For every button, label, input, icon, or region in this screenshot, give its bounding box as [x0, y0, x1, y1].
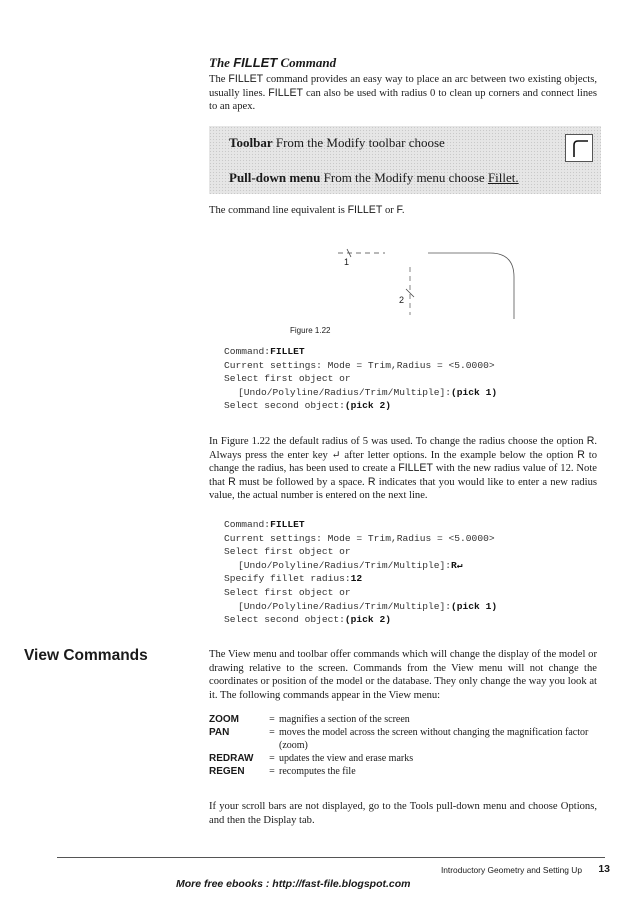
option-r: R — [577, 448, 585, 461]
middle-text: In Figure 1.22 the default radius of 5 was used. To change the radius choose the option — [209, 436, 587, 447]
definition-equals: = — [269, 727, 275, 738]
code-line: Current settings: Mode = Trim,Radius = <5.0000> — [224, 359, 495, 371]
intro-paragraph — [209, 73, 597, 114]
fillet-figure — [330, 247, 520, 319]
code-line — [224, 559, 497, 573]
title-prefix: The — [209, 55, 234, 70]
option-r: R — [228, 475, 236, 488]
view-paragraph: The View menu and toolbar offer commands which will change the display of the model or drawing relative to the screen. Commands from the View menu will not change the coordinates or position of the model or the database. They only change the way you look at it. The following commands appear in the View menu: — [209, 649, 597, 701]
code-line — [224, 399, 497, 413]
option-r: R — [367, 475, 376, 488]
menu-callout-box — [209, 126, 601, 194]
equiv-text-1: The command line equivalent is — [209, 205, 348, 216]
figure-caption: Figure 1.22 — [290, 326, 331, 335]
equiv-cmd: FILLET — [347, 204, 383, 216]
code-prompt: Command: — [224, 346, 271, 357]
fillet-tool-icon — [565, 134, 593, 162]
equiv-text-2: or — [382, 205, 397, 216]
code-line: Select first object or — [224, 586, 351, 598]
middle-text: after letter options. In the example below the option — [340, 449, 578, 461]
command-equivalent — [209, 204, 405, 216]
intro-cmd-1: FILLET — [228, 73, 264, 85]
view-command-definitions — [209, 713, 589, 778]
definition-description: magnifies a section of the screen — [279, 714, 410, 725]
footer-rule — [57, 857, 605, 858]
code-input: (pick 1) — [451, 386, 498, 398]
definition-row — [209, 726, 589, 752]
code-prompt: Command: — [224, 519, 271, 530]
pick-label-1: 1 — [344, 257, 350, 267]
pick-label-2: 2 — [399, 295, 405, 305]
equiv-alias: F. — [396, 204, 405, 216]
code-prompt: [Undo/Polyline/Radius/Trim/Multiple]: — [238, 386, 452, 398]
intro-text-1: The — [209, 74, 229, 85]
middle-text: indicates that you would like to enter a new radius value, the actual number is entered on the next line. — [209, 476, 597, 502]
code-prompt: Specify fillet radius: — [224, 573, 351, 585]
definition-term: REGEN — [209, 766, 245, 777]
code-input: (pick 2) — [344, 400, 391, 412]
code-prompt: Select second object: — [224, 614, 345, 626]
option-r: R — [586, 435, 595, 447]
radius-explanation — [209, 435, 597, 503]
fillet-diagram — [330, 247, 520, 319]
view-commands-heading: View Commands — [24, 647, 148, 664]
definition-term: REDRAW — [209, 753, 254, 764]
running-footer-title: Introductory Geometry and Setting Up — [440, 865, 582, 875]
toolbar-label: Toolbar — [229, 135, 273, 150]
intro-cmd-2: FILLET — [268, 86, 304, 99]
definition-equals: = — [269, 766, 275, 777]
pulldown-text: From the Modify menu choose — [320, 170, 488, 185]
command-listing-1 — [224, 345, 497, 413]
code-input: 12 — [350, 573, 363, 585]
title-suffix: Command — [277, 55, 337, 70]
pulldown-choice: Fillet. — [487, 170, 519, 185]
scrollbar-tip-paragraph: If your scroll bars are not displayed, go to the Tools pull-down menu and choose Options, and then the Display tab. — [209, 801, 597, 826]
code-prompt: [Undo/Polyline/Radius/Trim/Multiple]: — [238, 559, 452, 571]
definition-description: recomputes the file — [279, 766, 356, 777]
code-input: (pick 2) — [344, 614, 391, 626]
pulldown-label: Pull-down menu — [229, 170, 321, 185]
code-line — [224, 572, 497, 586]
code-input: FILLET — [270, 346, 305, 357]
code-input: R↵ — [451, 559, 463, 571]
section-title — [209, 55, 336, 71]
code-line — [224, 613, 497, 627]
code-input: FILLET — [270, 519, 305, 530]
page-number: 13 — [598, 863, 610, 875]
definition-description: moves the model across the screen without changing the magnification factor (zoom) — [279, 727, 589, 751]
definition-equals: = — [269, 753, 275, 764]
intro-text-3: can also be used with radius 0 to clean up corners and connect lines to an apex. — [209, 87, 597, 113]
middle-text: must be followed by a space. — [235, 476, 368, 488]
code-line — [224, 345, 497, 359]
promo-link[interactable]: More free ebooks : http://fast-file.blogspot.com — [176, 878, 411, 890]
middle-text: to change the radius, has been used to create a — [209, 449, 597, 475]
toolbar-text: From the Modify toolbar choose — [272, 135, 445, 150]
middle-text: . Always press the enter key — [209, 436, 597, 461]
definition-row — [209, 752, 589, 765]
definition-row — [209, 713, 589, 726]
command-listing-2 — [224, 518, 497, 627]
intro-text-2: command provides an easy way to place an arc between two existing objects, usually lines. — [209, 74, 598, 99]
middle-text: with the new radius value of 12. Note that — [209, 463, 597, 488]
code-prompt: Select second object: — [224, 400, 345, 412]
code-line: Current settings: Mode = Trim,Radius = <5.0000> — [224, 532, 495, 544]
definition-term: PAN — [209, 727, 230, 738]
code-line — [224, 518, 497, 532]
code-line: Select first object or — [224, 373, 351, 385]
code-input: (pick 1) — [451, 600, 498, 612]
code-line — [224, 386, 497, 400]
definition-equals: = — [269, 714, 275, 725]
definition-description: updates the view and erase marks — [279, 753, 414, 764]
pulldown-instruction — [229, 170, 519, 186]
toolbar-instruction — [229, 135, 445, 151]
code-line — [224, 600, 497, 614]
definition-row — [209, 765, 589, 778]
fillet-result-line — [428, 253, 514, 319]
title-command: FILLET — [233, 55, 278, 70]
code-line: Select first object or — [224, 546, 351, 558]
middle-cmd: FILLET — [398, 462, 433, 475]
code-prompt: [Undo/Polyline/Radius/Trim/Multiple]: — [238, 600, 452, 612]
enter-key-icon: ↵ — [331, 449, 341, 461]
definition-term: ZOOM — [209, 714, 239, 725]
